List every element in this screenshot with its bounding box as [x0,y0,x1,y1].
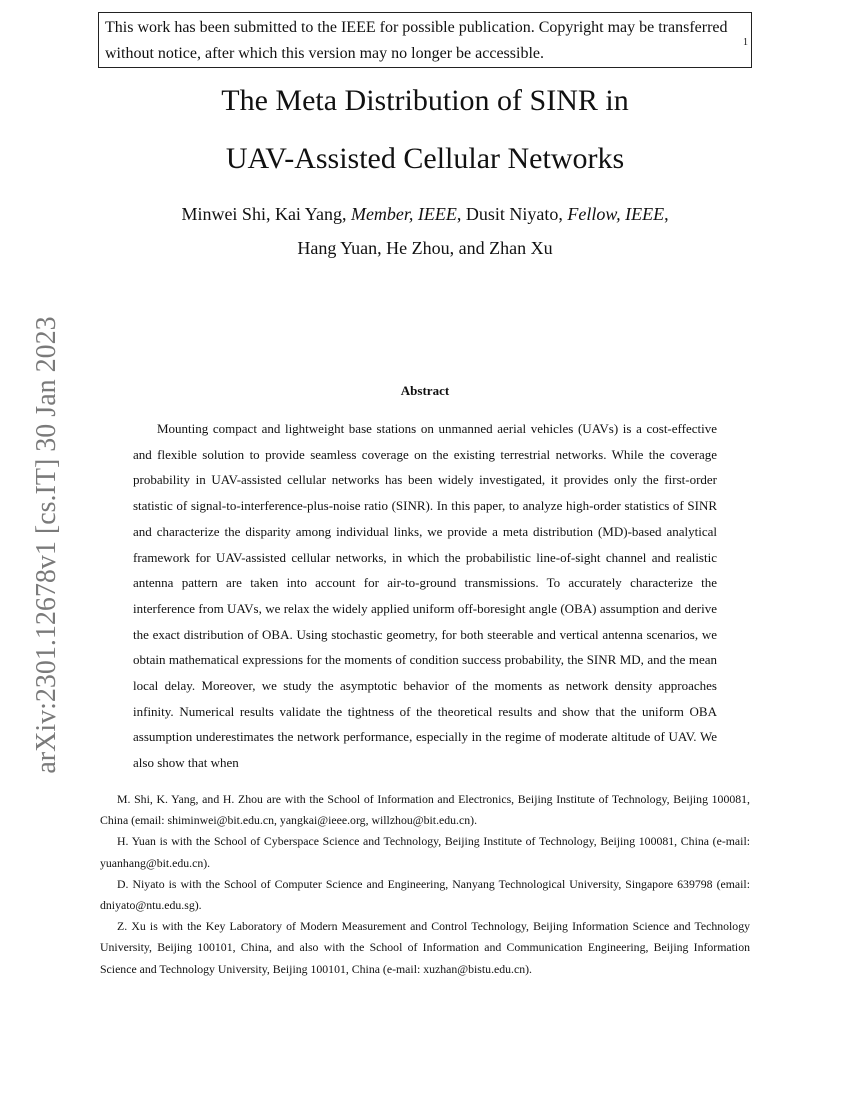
authors-part-3: , [664,204,669,224]
title-line-2: UAV-Assisted Cellular Networks [225,142,625,175]
paper-title [0,72,850,188]
author-list [0,197,850,265]
page-number: 1 [743,37,748,48]
fellow-ieee-affiliation: Fellow, IEEE [567,204,665,224]
authors-line-2: Hang Yuan, He Zhou, and Zhan Xu [297,238,553,258]
authors-part-2: , Dusit Niyato, [456,204,568,224]
abstract-text: Mounting compact and lightweight base stations on unmanned aerial vehicles (UAVs) is a cost-effective and flexible solution to provide seamless coverage on the existing terrestrial networks. While the coverage probability in UAV-assisted cellular networks has been widely investigated, it provides only the first-order statistic of signal-to-interference-plus-noise ratio (SINR). In this paper, to analyze high-order statistics of SINR and characterize the disparity among individual links, we provide a meta distribution (MD)-based analytical framework for UAV-assisted cellular networks, in which the probabilistic line-of-sight channel and realistic antenna pattern are taken into account for air-to-ground transmissions. To accurately characterize the interference from UAVs, we relax the widely applied uniform off-boresight angle (OBA) assumption and derive the exact distribution of OBA. Using stochastic geometry, for both steerable and vertical antenna scenarios, we obtain mathematical expressions for the moments of condition success probability, the SINR MD, and the mean local delay. Moreover, we study the asymptotic behavior of the moments as network density approaches infinity. Numerical results validate the tightness of the theoretical results and show that the uniform OBA assumption underestimates the network performance, especially in the regime of moderate altitude of UAV. We also show that when [133,421,717,771]
copyright-line-1: This work has been submitted to the IEEE for possible publication. Copyright may be transferred [105,19,728,36]
footnote-xu: Z. Xu is with the Key Laboratory of Modern Measurement and Control Technology, Beijing Information Science and Technology University, Beijing 100101, China, and also with the School of Information and Communication Engineering, Beijing Information Science and Technology University, Beijing 100101, China (e-mail: xuzhan@bistu.edu.cn). [100,919,750,976]
footnote-niyato: D. Niyato is with the School of Computer Science and Engineering, Nanyang Technological University, Singapore 639798 (email: dniyato@ntu.edu.sg). [100,876,750,913]
authors-line-1 [0,197,850,231]
title-line-1: The Meta Distribution of SINR in [221,84,629,117]
author-footnotes [100,789,750,980]
copyright-line-2: without notice, after which this version may no longer be accessible. [105,45,544,62]
authors-part-1: Minwei Shi, Kai Yang, [181,204,351,224]
footnote-yuan: H. Yuan is with the School of Cyberspace Science and Technology, Beijing Institute of Technology, Beijing 100081, China (e-mail: yuanhang@bit.edu.cn). [100,834,750,870]
abstract-heading: Abstract [400,383,450,398]
footnote-shi-yang-zhou: M. Shi, K. Yang, and H. Zhou are with the School of Information and Electronics, Beijing Institute of Technology, Beijing 100081, China (email: shiminwei@bit.edu.cn, yangkai@ieee.org, willzhou@bit.edu.cn). [100,792,750,828]
member-ieee-affiliation: Member, IEEE [350,204,457,224]
arxiv-identifier: arXiv:2301.12678v1 [cs.IT] 30 Jan 2023 [31,316,62,774]
copyright-notice [98,12,752,68]
